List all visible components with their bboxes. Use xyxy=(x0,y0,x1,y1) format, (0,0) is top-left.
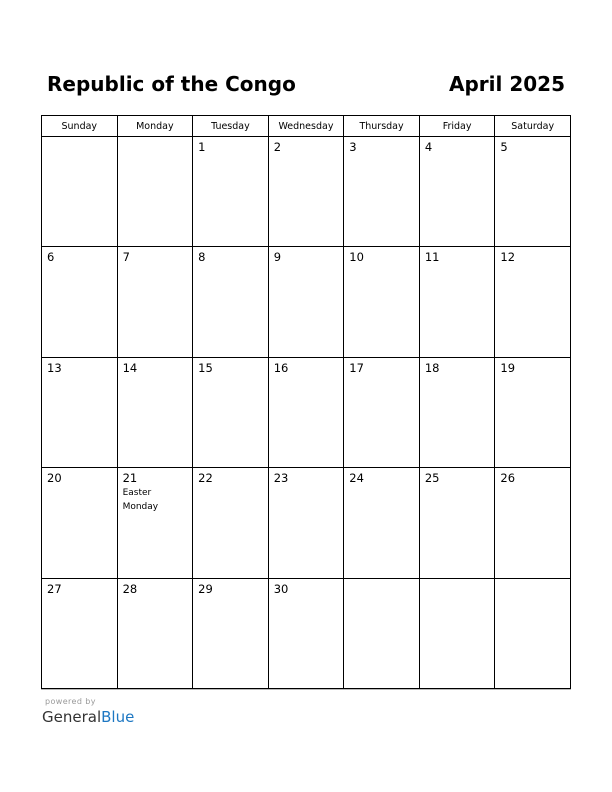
day-cell-content xyxy=(495,358,570,379)
day-cell xyxy=(193,468,269,578)
day-number: 1 xyxy=(198,140,206,154)
day-cell-content xyxy=(193,468,268,489)
day-number: 21 xyxy=(122,471,138,486)
day-cell xyxy=(193,578,269,688)
country-title: Republic of the Congo xyxy=(47,72,296,96)
day-cell-content xyxy=(269,137,344,158)
day-cell-content xyxy=(420,579,495,587)
day-number: 11 xyxy=(424,250,440,265)
day-number: 22 xyxy=(198,471,213,486)
weekday-sunday: Sunday xyxy=(42,116,118,137)
day-cell xyxy=(117,578,193,688)
day-number: 27 xyxy=(47,581,62,596)
month-year-title: April 2025 xyxy=(449,72,565,96)
day-cell-content xyxy=(344,468,419,489)
day-number: 23 xyxy=(273,471,289,486)
day-number: 30 xyxy=(273,581,289,596)
day-cell-content xyxy=(42,247,117,268)
day-number: 12 xyxy=(500,250,516,265)
day-cell xyxy=(193,357,269,467)
day-number: 8 xyxy=(198,250,206,265)
day-cell xyxy=(117,137,193,247)
day-cell-content xyxy=(193,247,268,268)
day-cell xyxy=(193,247,269,357)
day-number: 4 xyxy=(424,140,433,154)
day-cell xyxy=(42,578,118,688)
day-cell xyxy=(419,468,495,578)
day-number: 20 xyxy=(47,471,62,486)
day-number: 7 xyxy=(122,250,130,265)
day-cell xyxy=(344,578,420,688)
day-cell-content xyxy=(193,137,268,158)
day-cell-content xyxy=(118,468,193,518)
day-cell xyxy=(117,357,193,467)
week-row xyxy=(42,468,571,578)
week-row xyxy=(42,247,571,357)
day-cell-content xyxy=(420,137,495,158)
day-cell-content xyxy=(344,358,419,379)
day-number: 5 xyxy=(500,140,508,154)
day-number: 17 xyxy=(349,360,364,375)
day-cell-content xyxy=(42,468,117,489)
day-cell xyxy=(419,578,495,688)
day-cell-content xyxy=(193,358,268,379)
day-cell xyxy=(419,137,495,247)
day-cell xyxy=(268,137,344,247)
week-row xyxy=(42,137,571,247)
day-number: 29 xyxy=(198,581,213,596)
day-cell xyxy=(495,578,571,688)
day-cell xyxy=(419,357,495,467)
day-cell xyxy=(344,247,420,357)
day-number: 25 xyxy=(424,471,440,486)
day-cell xyxy=(419,247,495,357)
weekday-wednesday: Wednesday xyxy=(268,116,344,137)
weekday-header-row xyxy=(42,116,571,137)
weekday-saturday: Saturday xyxy=(495,116,571,137)
day-cell xyxy=(42,247,118,357)
day-cell-content xyxy=(420,358,495,379)
day-cell-content xyxy=(118,579,193,600)
day-number: 15 xyxy=(198,360,213,375)
day-cell-content xyxy=(42,137,117,145)
weekday-monday: Monday xyxy=(117,116,193,137)
week-row xyxy=(42,357,571,467)
footer-divider xyxy=(41,689,571,690)
week-row xyxy=(42,578,571,688)
weekday-friday: Friday xyxy=(419,116,495,137)
day-cell-content xyxy=(344,579,419,587)
day-number: 9 xyxy=(273,250,282,265)
day-number: 16 xyxy=(273,360,289,375)
day-cell-content xyxy=(495,468,570,489)
day-cell-content xyxy=(269,468,344,489)
day-cell-content xyxy=(344,247,419,268)
day-cell-content xyxy=(344,137,419,158)
day-cell-content xyxy=(269,358,344,379)
day-cell xyxy=(344,468,420,578)
day-cell-content xyxy=(495,137,570,158)
day-cell-content xyxy=(495,247,570,268)
day-number: 26 xyxy=(500,471,516,486)
day-cell-content xyxy=(118,137,193,145)
day-cell xyxy=(268,357,344,467)
weekday-tuesday: Tuesday xyxy=(193,116,269,137)
day-cell xyxy=(495,137,571,247)
calendar-grid xyxy=(41,115,571,689)
day-number: 14 xyxy=(122,360,138,375)
generalblue-logo xyxy=(42,708,134,726)
brand-general: General xyxy=(42,708,102,726)
powered-by-text: powered by xyxy=(45,697,96,706)
day-cell-content xyxy=(42,579,117,600)
day-cell xyxy=(268,247,344,357)
day-cell-content xyxy=(420,247,495,268)
day-cell xyxy=(344,137,420,247)
day-cell xyxy=(344,357,420,467)
day-number: 10 xyxy=(349,250,364,265)
day-cell xyxy=(495,468,571,578)
day-cell-content xyxy=(495,579,570,587)
day-cell xyxy=(268,468,344,578)
day-cell xyxy=(42,468,118,578)
calendar-body xyxy=(42,137,571,689)
day-number: 6 xyxy=(47,250,55,265)
day-number: 2 xyxy=(273,140,282,154)
day-cell xyxy=(42,357,118,467)
day-cell-content xyxy=(193,579,268,600)
day-cell-content xyxy=(269,579,344,600)
day-cell-content xyxy=(420,468,495,489)
day-cell-content xyxy=(42,358,117,379)
day-cell-content xyxy=(118,358,193,379)
day-number: 18 xyxy=(424,360,440,375)
day-number: 24 xyxy=(349,471,364,486)
day-cell xyxy=(193,137,269,247)
day-number: 28 xyxy=(122,581,138,596)
holiday-label: Easter Monday xyxy=(122,488,159,513)
day-cell-content xyxy=(269,247,344,268)
day-cell xyxy=(117,247,193,357)
day-number: 3 xyxy=(349,140,357,154)
day-cell xyxy=(42,137,118,247)
day-cell-content xyxy=(118,247,193,268)
day-cell xyxy=(268,578,344,688)
day-cell xyxy=(117,468,193,578)
weekday-thursday: Thursday xyxy=(344,116,420,137)
day-cell xyxy=(495,247,571,357)
day-number: 13 xyxy=(47,360,62,375)
day-number: 19 xyxy=(500,360,516,375)
day-cell xyxy=(495,357,571,467)
brand-blue: Blue xyxy=(101,708,135,726)
